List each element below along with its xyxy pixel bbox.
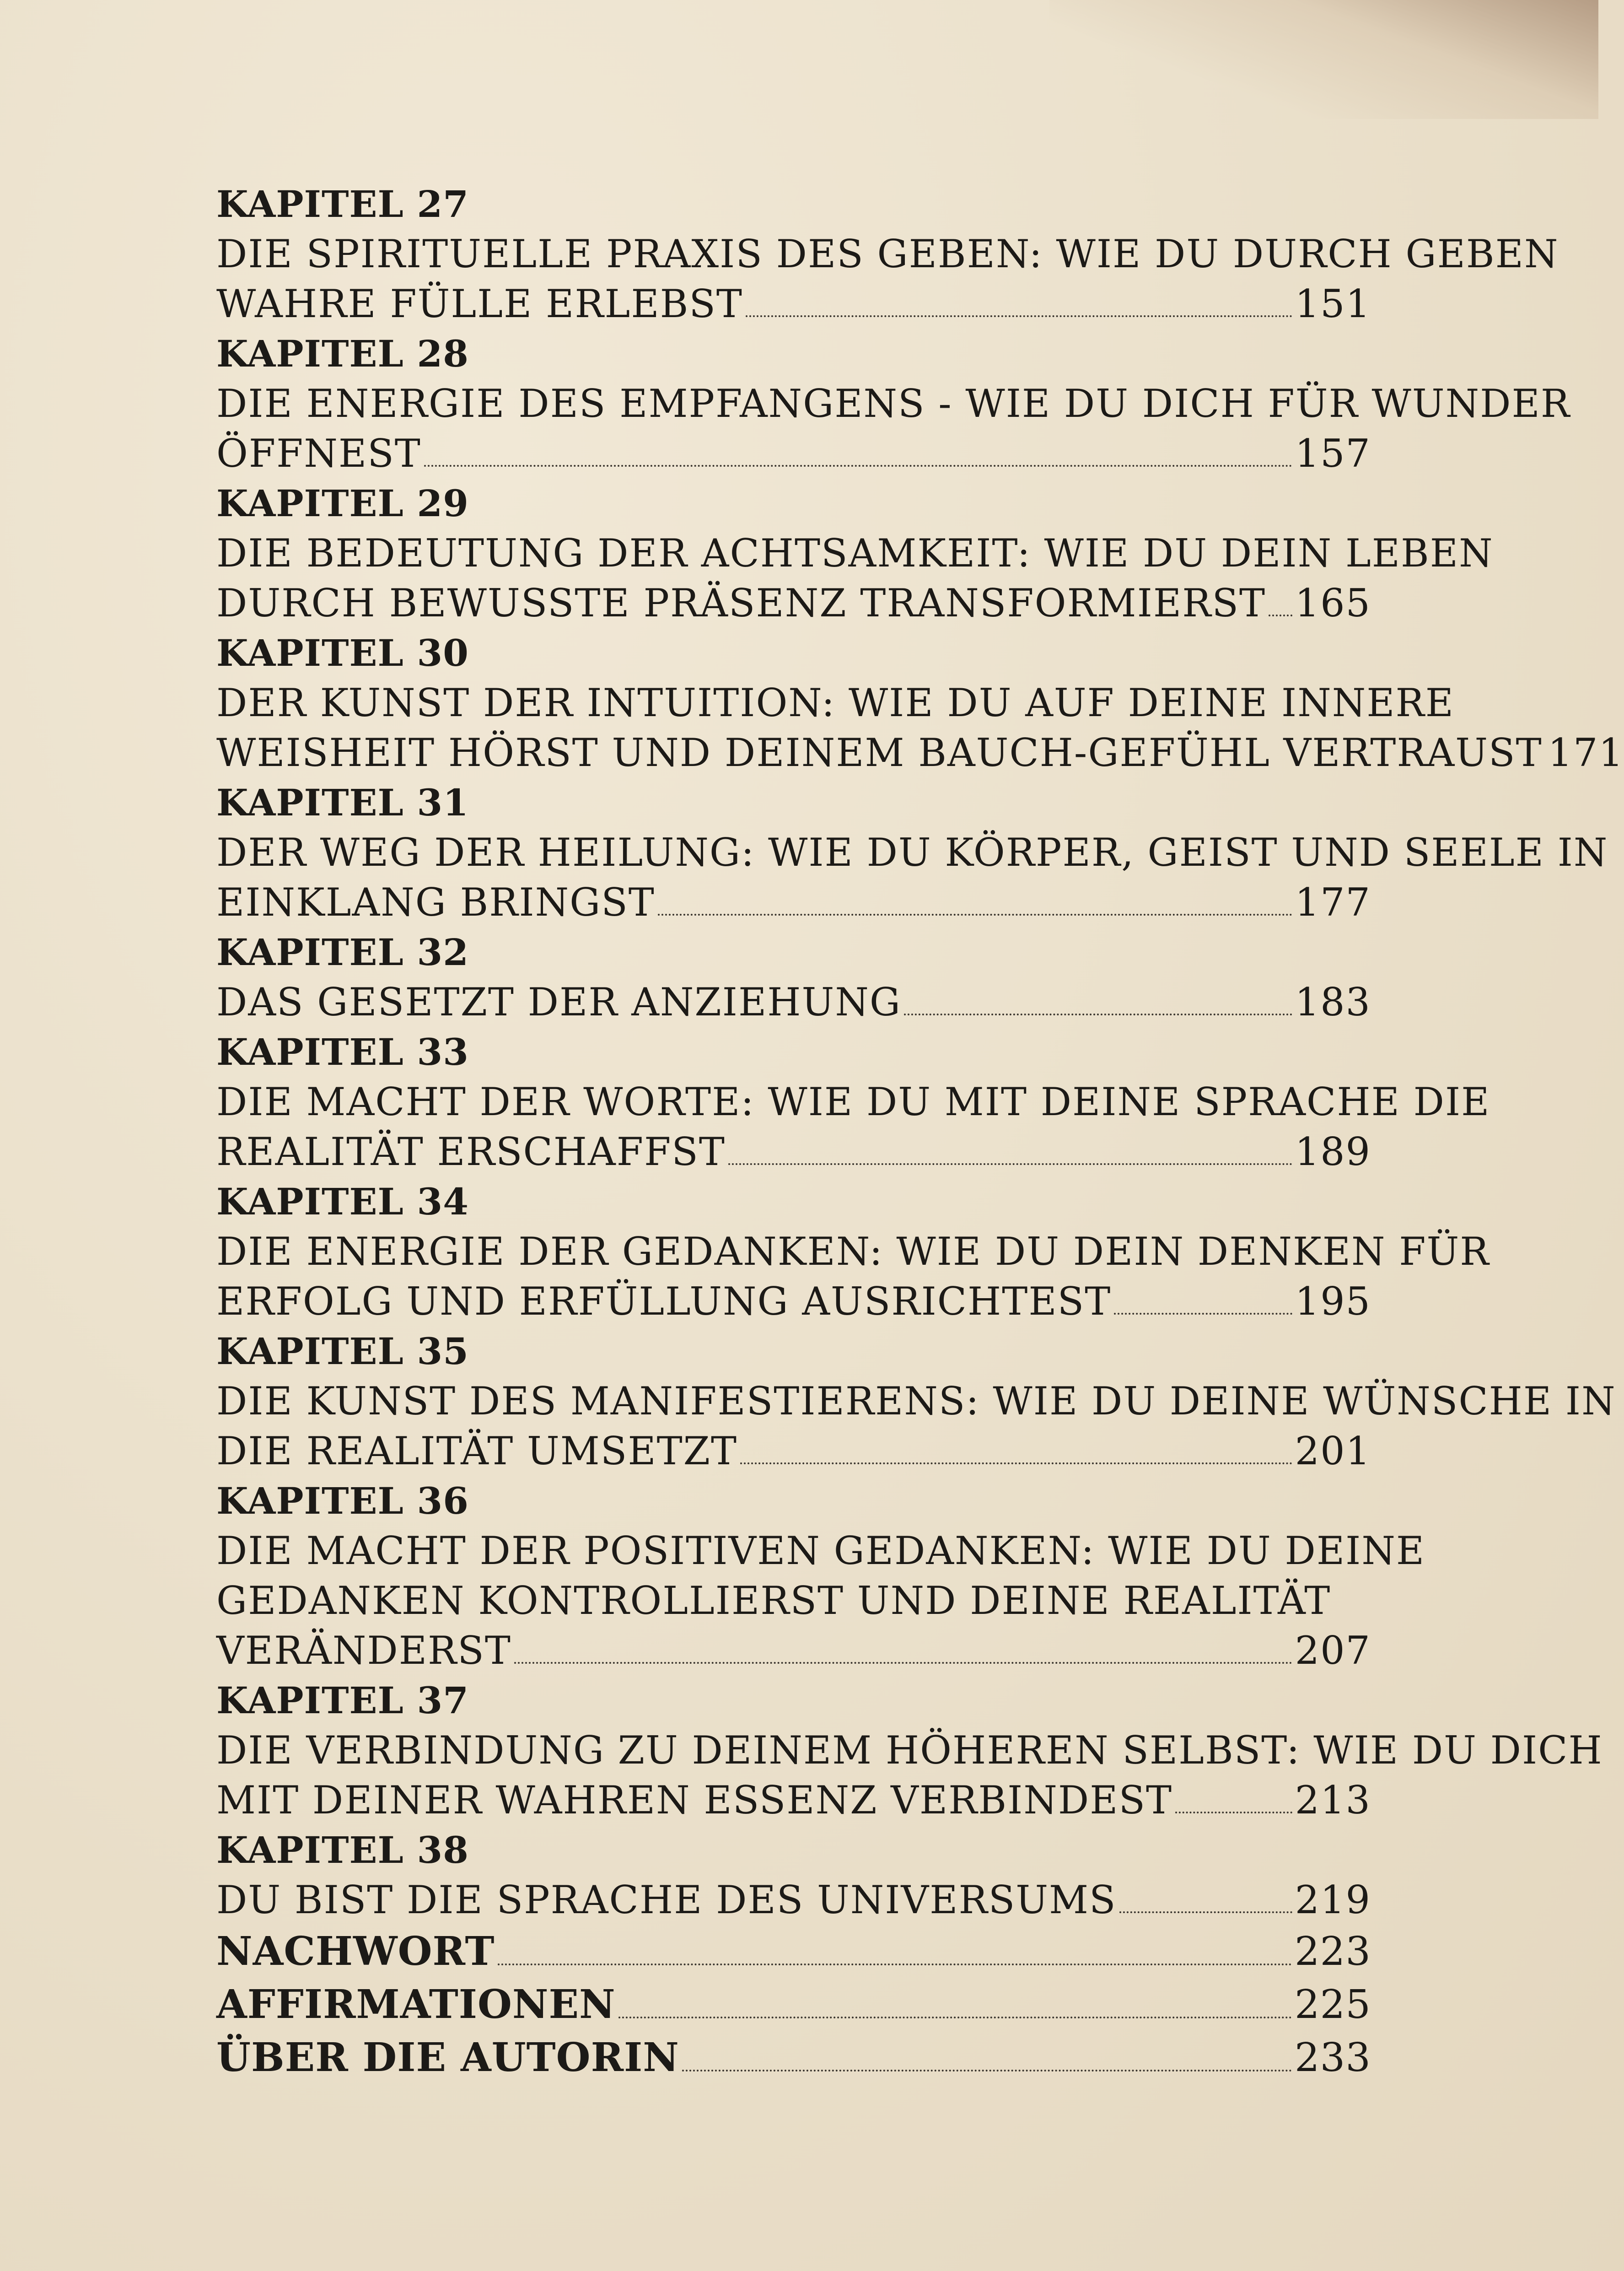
chapter-entry: [216, 778, 1608, 928]
table-of-contents: [216, 179, 1624, 2084]
chapter-title-line: DIE VERBINDUNG ZU DEINEM HÖHEREN SELBST: WIE DU DICH: [216, 1728, 1603, 1773]
chapter-title-text: REALITÄT ERSCHAFFST: [216, 1129, 726, 1174]
chapter-title-last-line: [216, 728, 1624, 778]
chapter-title-text: MIT DEINER WAHREN ESSENZ VERBINDEST: [216, 1778, 1173, 1823]
chapter-label: KAPITEL 36: [216, 1479, 469, 1522]
dot-leader: [740, 1462, 1292, 1464]
chapter-title-text: DU BIST DIE SPRACHE DES UNIVERSUMS: [216, 1877, 1117, 1922]
page-number: 189: [1295, 1129, 1371, 1174]
dot-leader: [1175, 1812, 1292, 1813]
dot-leader: [514, 1662, 1292, 1664]
page-number: 151: [1295, 281, 1371, 326]
section-entry: [216, 2031, 1371, 2084]
chapter-label: KAPITEL 38: [216, 1829, 469, 1872]
page-number: 171: [1548, 730, 1624, 775]
chapter-title-text: DURCH BEWUSSTE PRÄSENZ TRANSFORMIERST: [216, 581, 1266, 626]
chapter-label: KAPITEL 35: [216, 1330, 469, 1373]
dot-leader: [682, 2070, 1292, 2071]
chapter-title-line: GEDANKEN KONTROLLIERST UND DEINE REALITÄT: [216, 1578, 1331, 1623]
chapter-title-last-line: [216, 1277, 1371, 1327]
page-number: 213: [1295, 1778, 1371, 1823]
page-number: 165: [1295, 581, 1371, 626]
page-number: 201: [1295, 1429, 1371, 1473]
chapter-title-last-line: [216, 578, 1371, 628]
chapter-title-text: ERFOLG UND ERFÜLLUNG AUSRICHTEST: [216, 1279, 1112, 1324]
chapter-entry: [216, 1676, 1603, 1825]
chapter-label: KAPITEL 37: [216, 1679, 469, 1722]
chapter-entry: [216, 1177, 1490, 1327]
chapter-label: KAPITEL 33: [216, 1030, 469, 1073]
chapter-title-last-line: [216, 1426, 1371, 1476]
dot-leader: [658, 914, 1292, 916]
chapter-title-last-line: [216, 279, 1371, 329]
chapter-label: KAPITEL 31: [216, 781, 469, 824]
chapter-title-text: EINKLANG BRINGST: [216, 880, 655, 925]
dot-leader: [1119, 1911, 1292, 1913]
chapter-entry: [216, 1825, 1371, 1925]
chapter-title-line: DIE BEDEUTUNG DER ACHTSAMKEIT: WIE DU DEIN LEBEN: [216, 531, 1494, 576]
chapter-label: KAPITEL 29: [216, 482, 469, 525]
dot-leader: [1114, 1313, 1292, 1315]
chapter-title-last-line: [216, 878, 1371, 928]
chapter-title-text: VERÄNDERST: [216, 1628, 511, 1673]
chapter-title-line: DER WEG DER HEILUNG: WIE DU KÖRPER, GEIST UND SEELE IN: [216, 830, 1608, 875]
page-number: 207: [1295, 1628, 1371, 1673]
chapter-entry: [216, 928, 1371, 1027]
page-shadow: [1049, 0, 1598, 119]
chapter-title-last-line: [216, 977, 1371, 1027]
chapter-title-line: DIE ENERGIE DES EMPFANGENS - WIE DU DICH FÜR WUNDER: [216, 381, 1571, 426]
chapter-title-text: ÖFFNEST: [216, 431, 421, 476]
section-label: NACHWORT: [216, 1928, 495, 1974]
chapter-label: KAPITEL 27: [216, 183, 469, 226]
page-number: 157: [1295, 431, 1371, 476]
dot-leader: [1269, 615, 1292, 616]
chapter-title-text: WEISHEIT HÖRST UND DEINEM BAUCH-GEFÜHL VERTRAUST: [216, 730, 1543, 775]
chapter-label: KAPITEL 30: [216, 631, 469, 674]
dot-leader: [498, 1964, 1292, 1965]
section-entry: [216, 1978, 1371, 2031]
chapter-label: KAPITEL 32: [216, 931, 469, 974]
chapter-title-last-line: [216, 1127, 1371, 1177]
page-number: 195: [1295, 1279, 1371, 1324]
page-number: 233: [1294, 2035, 1371, 2081]
chapter-title-text: DAS GESETZT DER ANZIEHUNG: [216, 980, 901, 1025]
chapter-entry: [216, 1027, 1490, 1177]
chapter-entry: [216, 628, 1624, 778]
page-number: 225: [1294, 1982, 1371, 2028]
chapter-title-last-line: [216, 1875, 1371, 1925]
dot-leader: [904, 1014, 1292, 1015]
chapter-entry: [216, 1327, 1616, 1476]
dot-leader: [618, 2017, 1292, 2018]
chapter-title-line: DIE MACHT DER WORTE: WIE DU MIT DEINE SPRACHE DIE: [216, 1079, 1490, 1124]
page-number: 219: [1295, 1877, 1371, 1922]
chapter-title-line: DIE SPIRITUELLE PRAXIS DES GEBEN: WIE DU DURCH GEBEN: [216, 232, 1559, 276]
chapter-entry: [216, 179, 1559, 329]
chapter-entry: [216, 329, 1571, 479]
chapter-title-line: DIE ENERGIE DER GEDANKEN: WIE DU DEIN DENKEN FÜR: [216, 1229, 1490, 1274]
chapter-title-line: DER KUNST DER INTUITION: WIE DU AUF DEINE INNERE: [216, 680, 1455, 725]
chapter-label: KAPITEL 28: [216, 332, 469, 375]
section-entry: [216, 1925, 1371, 1978]
chapter-label: KAPITEL 34: [216, 1180, 469, 1223]
chapter-title-text: DIE REALITÄT UMSETZT: [216, 1429, 738, 1473]
chapter-entry: [216, 1476, 1425, 1676]
chapter-title-last-line: [216, 1775, 1371, 1825]
chapter-title-last-line: [216, 429, 1371, 479]
chapter-title-last-line: [216, 1626, 1371, 1676]
page-number: 183: [1295, 980, 1371, 1025]
section-label: AFFIRMATIONEN: [216, 1981, 616, 2028]
dot-leader: [728, 1163, 1292, 1165]
chapter-title-line: DIE MACHT DER POSITIVEN GEDANKEN: WIE DU DEINE: [216, 1528, 1425, 1573]
chapter-title-line: DIE KUNST DES MANIFESTIERENS: WIE DU DEINE WÜNSCHE IN: [216, 1379, 1616, 1424]
page-number: 223: [1294, 1929, 1371, 1974]
dot-leader: [424, 465, 1292, 467]
page-number: 177: [1295, 880, 1371, 925]
chapter-title-text: WAHRE FÜLLE ERLEBST: [216, 281, 743, 326]
section-label: ÜBER DIE AUTORIN: [216, 2034, 679, 2081]
chapter-entry: [216, 479, 1494, 628]
dot-leader: [746, 315, 1292, 317]
